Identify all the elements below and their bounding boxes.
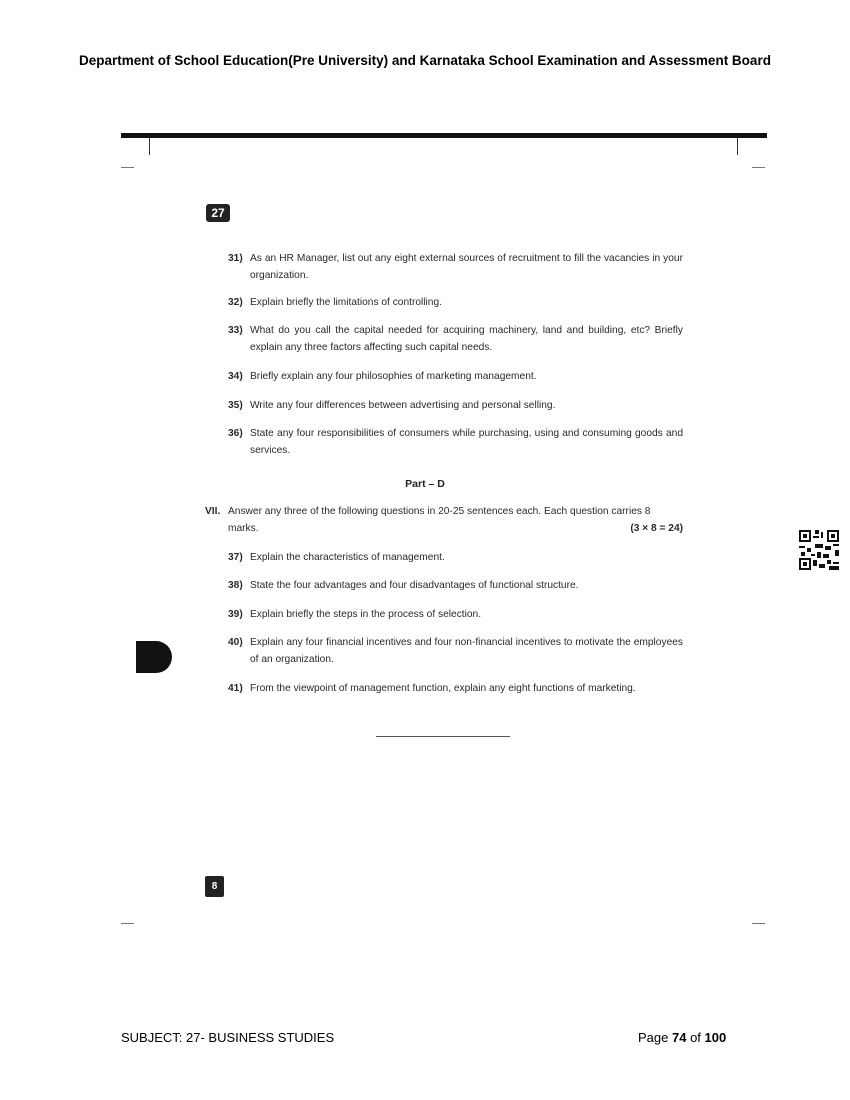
- question-item: [228, 549, 683, 566]
- footer-page-of: of: [686, 1030, 705, 1045]
- question-number: 37): [228, 552, 243, 563]
- question-item: [228, 606, 683, 623]
- question-text: From the viewpoint of management function, explain any eight functions of marketing.: [250, 683, 636, 694]
- question-text: Explain briefly the limitations of controlling.: [250, 297, 442, 308]
- footer-subject: SUBJECT: 27- BUSINESS STUDIES: [121, 1030, 335, 1045]
- top-rule: [121, 133, 767, 138]
- crop-mark-top-left: [121, 167, 134, 168]
- question-number: 32): [228, 297, 243, 308]
- question-number: 35): [228, 400, 243, 411]
- question-text: As an HR Manager, list out any eight external sources of recruitment to fill the vacancies in your organization.: [250, 253, 683, 281]
- document-header-title: Department of School Education(Pre University) and Karnataka School Examination and Assessment Board: [79, 53, 771, 68]
- question-number: 34): [228, 371, 243, 382]
- question-number: 41): [228, 683, 243, 694]
- qr-code-icon: [799, 530, 839, 570]
- section-roman-numeral: VII.: [205, 506, 221, 517]
- crop-mark-bottom-left: [121, 923, 134, 924]
- question-item: [228, 425, 683, 459]
- question-item: [228, 368, 683, 385]
- section-marks: (3 × 8 = 24): [630, 523, 683, 534]
- question-number: 40): [228, 637, 243, 648]
- left-tick-mark: [149, 138, 150, 155]
- question-item: [228, 250, 683, 284]
- section-instruction-text: Answer any three of the following questions in 20-25 sentences each. Each question carries 8 marks.: [228, 506, 651, 534]
- footer-page-prefix: Page: [638, 1030, 672, 1045]
- question-number: 39): [228, 609, 243, 620]
- footer-page-total: 100: [704, 1030, 727, 1045]
- right-tick-mark: [737, 138, 738, 155]
- end-of-questions-rule: [376, 736, 510, 737]
- question-item: [228, 322, 683, 356]
- footer-page-current: 74: [671, 1030, 687, 1045]
- question-number: 33): [228, 325, 243, 336]
- question-text: Explain the characteristics of management.: [250, 552, 445, 563]
- inner-page-number-badge: 8: [205, 876, 224, 897]
- question-item: [228, 397, 683, 414]
- question-number: 36): [228, 428, 243, 439]
- question-text: Write any four differences between advertising and personal selling.: [250, 400, 556, 411]
- section-vii-instructions: [205, 503, 683, 537]
- part-d-heading: Part – D: [405, 478, 445, 490]
- question-text: What do you call the capital needed for acquiring machinery, land and building, etc? Briefly explain any three factors affecting such capital needs.: [250, 325, 683, 353]
- question-text: State any four responsibilities of consumers while purchasing, using and consuming goods and services.: [250, 428, 683, 456]
- question-number: 31): [228, 253, 243, 264]
- crop-mark-bottom-right: [752, 923, 765, 924]
- question-text: Briefly explain any four philosophies of marketing management.: [250, 371, 537, 382]
- question-text: Explain any four financial incentives and four non-financial incentives to motivate the employees of an organization.: [250, 637, 683, 665]
- question-text: Explain briefly the steps in the process of selection.: [250, 609, 482, 620]
- question-item: [228, 294, 683, 311]
- question-item: [228, 680, 683, 697]
- crop-mark-top-right: [752, 167, 765, 168]
- footer-page-indicator: [638, 1030, 726, 1045]
- question-text: State the four advantages and four disadvantages of functional structure.: [250, 580, 579, 591]
- subject-code-badge: 27: [206, 204, 230, 222]
- question-number: 38): [228, 580, 243, 591]
- question-item: [228, 577, 683, 594]
- section-d-tab-marker: [136, 641, 172, 673]
- question-item: [228, 634, 683, 668]
